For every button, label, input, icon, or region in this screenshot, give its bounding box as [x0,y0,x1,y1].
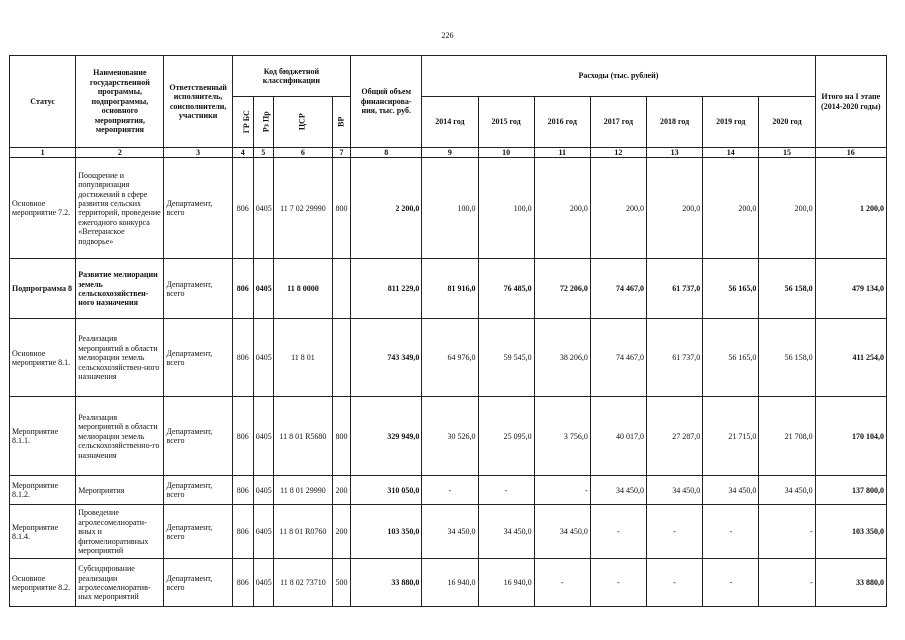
cell-year-value: - [703,559,759,607]
cell-year-value: 59 545,0 [478,319,534,397]
cell-year-value: 3 756,0 [534,397,590,476]
cell-stage-total: 137 800,0 [815,476,886,505]
cell-year-value: 30 526,0 [422,397,478,476]
header-year: 2018 год [647,97,703,148]
cell-year-value: - [534,559,590,607]
cell-status: Основное мероприятие 8.2. [10,559,76,607]
column-number: 11 [534,148,590,158]
cell-year-value: 56 165,0 [703,319,759,397]
column-number: 5 [253,148,273,158]
cell-year-value: - [647,505,703,559]
cell-total: 743 349,0 [351,319,422,397]
cell-name: Реализация мероприятий в области мелиорации земель сельскохозяйствен-ного назначения [76,319,164,397]
cell-year-value: 200,0 [759,158,815,259]
cell-rzpr: 0405 [253,259,273,319]
column-number: 9 [422,148,478,158]
cell-year-value: 61 737,0 [647,319,703,397]
header-year: 2017 год [590,97,646,148]
cell-year-value: - [647,559,703,607]
cell-year-value: 72 206,0 [534,259,590,319]
cell-grbs: 806 [232,319,253,397]
cell-rzpr: 0405 [253,158,273,259]
header-stage-total: Итого на I этапе (2014-2020 годы) [815,56,886,148]
cell-year-value: 64 976,0 [422,319,478,397]
table-row [10,559,887,607]
column-number: 8 [351,148,422,158]
cell-rzpr: 0405 [253,505,273,559]
cell-csr: 11 7 02 29990 [273,158,332,259]
table-row [10,158,887,259]
cell-rzpr: 0405 [253,397,273,476]
header-year: 2014 год [422,97,478,148]
cell-responsible: Департамент, всего [164,505,232,559]
cell-year-value: 74 467,0 [590,319,646,397]
header-name: Наименование государственной программы, подпрограммы, основного мероприятия, мероприятия [76,56,164,148]
cell-name: Поощрение и популяризация достижений в сфере развития сельских территорий, проведение ежегодного конкурса «Ветеранское подворье» [76,158,164,259]
cell-year-value: 56 165,0 [703,259,759,319]
cell-year-value: 27 287,0 [647,397,703,476]
cell-year-value: 100,0 [478,158,534,259]
cell-vr: 800 [333,158,351,259]
cell-csr: 11 8 01 R5680 [273,397,332,476]
header-vr: ВР [333,97,351,148]
cell-stage-total: 1 200,0 [815,158,886,259]
cell-year-value: 25 095,0 [478,397,534,476]
column-number: 13 [647,148,703,158]
cell-year-value: - [534,476,590,505]
cell-rzpr: 0405 [253,319,273,397]
cell-year-value: 200,0 [534,158,590,259]
cell-status: Мероприятие 8.1.1. [10,397,76,476]
cell-year-value: 56 158,0 [759,259,815,319]
column-number: 3 [164,148,232,158]
cell-year-value: 34 450,0 [422,505,478,559]
cell-name: Проведение агролесомелиорати-вных и фитомелиоративных мероприятий [76,505,164,559]
budget-table [9,55,887,607]
cell-vr [333,319,351,397]
cell-year-value: 81 916,0 [422,259,478,319]
cell-year-value: 61 737,0 [647,259,703,319]
cell-rzpr: 0405 [253,476,273,505]
cell-year-value: 34 450,0 [703,476,759,505]
header-status: Статус [10,56,76,148]
cell-vr: 200 [333,505,351,559]
column-number: 16 [815,148,886,158]
column-number: 4 [232,148,253,158]
cell-csr: 11 8 0000 [273,259,332,319]
table-row [10,476,887,505]
cell-year-value: - [703,505,759,559]
column-number: 6 [273,148,332,158]
table-row [10,505,887,559]
cell-year-value: 16 940,0 [478,559,534,607]
cell-year-value: - [478,476,534,505]
cell-vr: 200 [333,476,351,505]
header-year: 2015 год [478,97,534,148]
header-responsible: Ответственный исполнитель, соисполнители, участники [164,56,232,148]
cell-grbs: 806 [232,476,253,505]
cell-year-value: 40 017,0 [590,397,646,476]
cell-year-value: 34 450,0 [534,505,590,559]
cell-csr: 11 8 01 [273,319,332,397]
cell-stage-total: 479 134,0 [815,259,886,319]
column-number: 2 [76,148,164,158]
cell-year-value: 34 450,0 [478,505,534,559]
cell-grbs: 806 [232,397,253,476]
cell-name: Развитие мелиорации земель сельскохозяйствен-ного назначения [76,259,164,319]
column-number: 14 [703,148,759,158]
cell-year-value: 21 715,0 [703,397,759,476]
cell-name: Субсидирование реализации агролесомелиоратив-ных мероприятий [76,559,164,607]
cell-year-value: 34 450,0 [759,476,815,505]
page-number: 226 [441,31,454,40]
cell-rzpr: 0405 [253,559,273,607]
cell-year-value: 56 158,0 [759,319,815,397]
header-grbs: ГР БС [232,97,253,148]
cell-total: 310 050,0 [351,476,422,505]
cell-total: 811 229,0 [351,259,422,319]
header-code-group: Код бюджетной классификации [232,56,350,97]
cell-vr: 800 [333,397,351,476]
cell-total: 33 880,0 [351,559,422,607]
cell-responsible: Департамент, всего [164,259,232,319]
header-year: 2019 год [703,97,759,148]
cell-csr: 11 8 01 R0760 [273,505,332,559]
cell-year-value: 34 450,0 [590,476,646,505]
cell-total: 2 200,0 [351,158,422,259]
cell-csr: 11 8 02 73710 [273,559,332,607]
cell-year-value: 100,0 [422,158,478,259]
cell-year-value: - [759,505,815,559]
column-number: 1 [10,148,76,158]
cell-year-value: - [590,559,646,607]
cell-grbs: 806 [232,158,253,259]
table-row [10,259,887,319]
header-csr: ЦСР [273,97,332,148]
cell-responsible: Департамент, всего [164,559,232,607]
column-number: 7 [333,148,351,158]
cell-year-value: 76 485,0 [478,259,534,319]
cell-grbs: 806 [232,559,253,607]
cell-stage-total: 170 104,0 [815,397,886,476]
header-expenses-group: Расходы (тыс. рублей) [422,56,815,97]
header-year: 2020 год [759,97,815,148]
cell-stage-total: 33 880,0 [815,559,886,607]
cell-status: Мероприятие 8.1.2. [10,476,76,505]
table-row [10,319,887,397]
cell-name: Мероприятия [76,476,164,505]
cell-status: Основное мероприятие 8.1. [10,319,76,397]
header-total-funding: Общий объем финансирова-ния, тыс. руб. [351,56,422,148]
cell-vr: 500 [333,559,351,607]
cell-total: 329 949,0 [351,397,422,476]
cell-csr: 11 8 01 29990 [273,476,332,505]
cell-year-value: 200,0 [590,158,646,259]
cell-year-value: 200,0 [647,158,703,259]
cell-grbs: 806 [232,259,253,319]
cell-year-value: 21 708,0 [759,397,815,476]
cell-year-value: 16 940,0 [422,559,478,607]
cell-year-value: - [759,559,815,607]
cell-stage-total: 103 350,0 [815,505,886,559]
cell-vr [333,259,351,319]
cell-stage-total: 411 254,0 [815,319,886,397]
cell-grbs: 806 [232,505,253,559]
column-number: 10 [478,148,534,158]
cell-year-value: - [422,476,478,505]
column-number: 12 [590,148,646,158]
cell-responsible: Департамент, всего [164,319,232,397]
cell-responsible: Департамент, всего [164,476,232,505]
cell-year-value: - [590,505,646,559]
cell-year-value: 200,0 [703,158,759,259]
cell-year-value: 74 467,0 [590,259,646,319]
cell-status: Мероприятие 8.1.4. [10,505,76,559]
cell-name: Реализация мероприятий в области мелиорации земель сельскохозяйственно-го назначения [76,397,164,476]
cell-responsible: Департамент, всего [164,397,232,476]
header-year: 2016 год [534,97,590,148]
cell-status: Подпрограмма 8 [10,259,76,319]
cell-year-value: 38 206,0 [534,319,590,397]
table-row [10,397,887,476]
cell-year-value: 34 450,0 [647,476,703,505]
cell-responsible: Департамент, всего [164,158,232,259]
cell-total: 103 350,0 [351,505,422,559]
header-rzpr: Рз Пр [253,97,273,148]
cell-status: Основное мероприятие 7.2. [10,158,76,259]
column-number: 15 [759,148,815,158]
